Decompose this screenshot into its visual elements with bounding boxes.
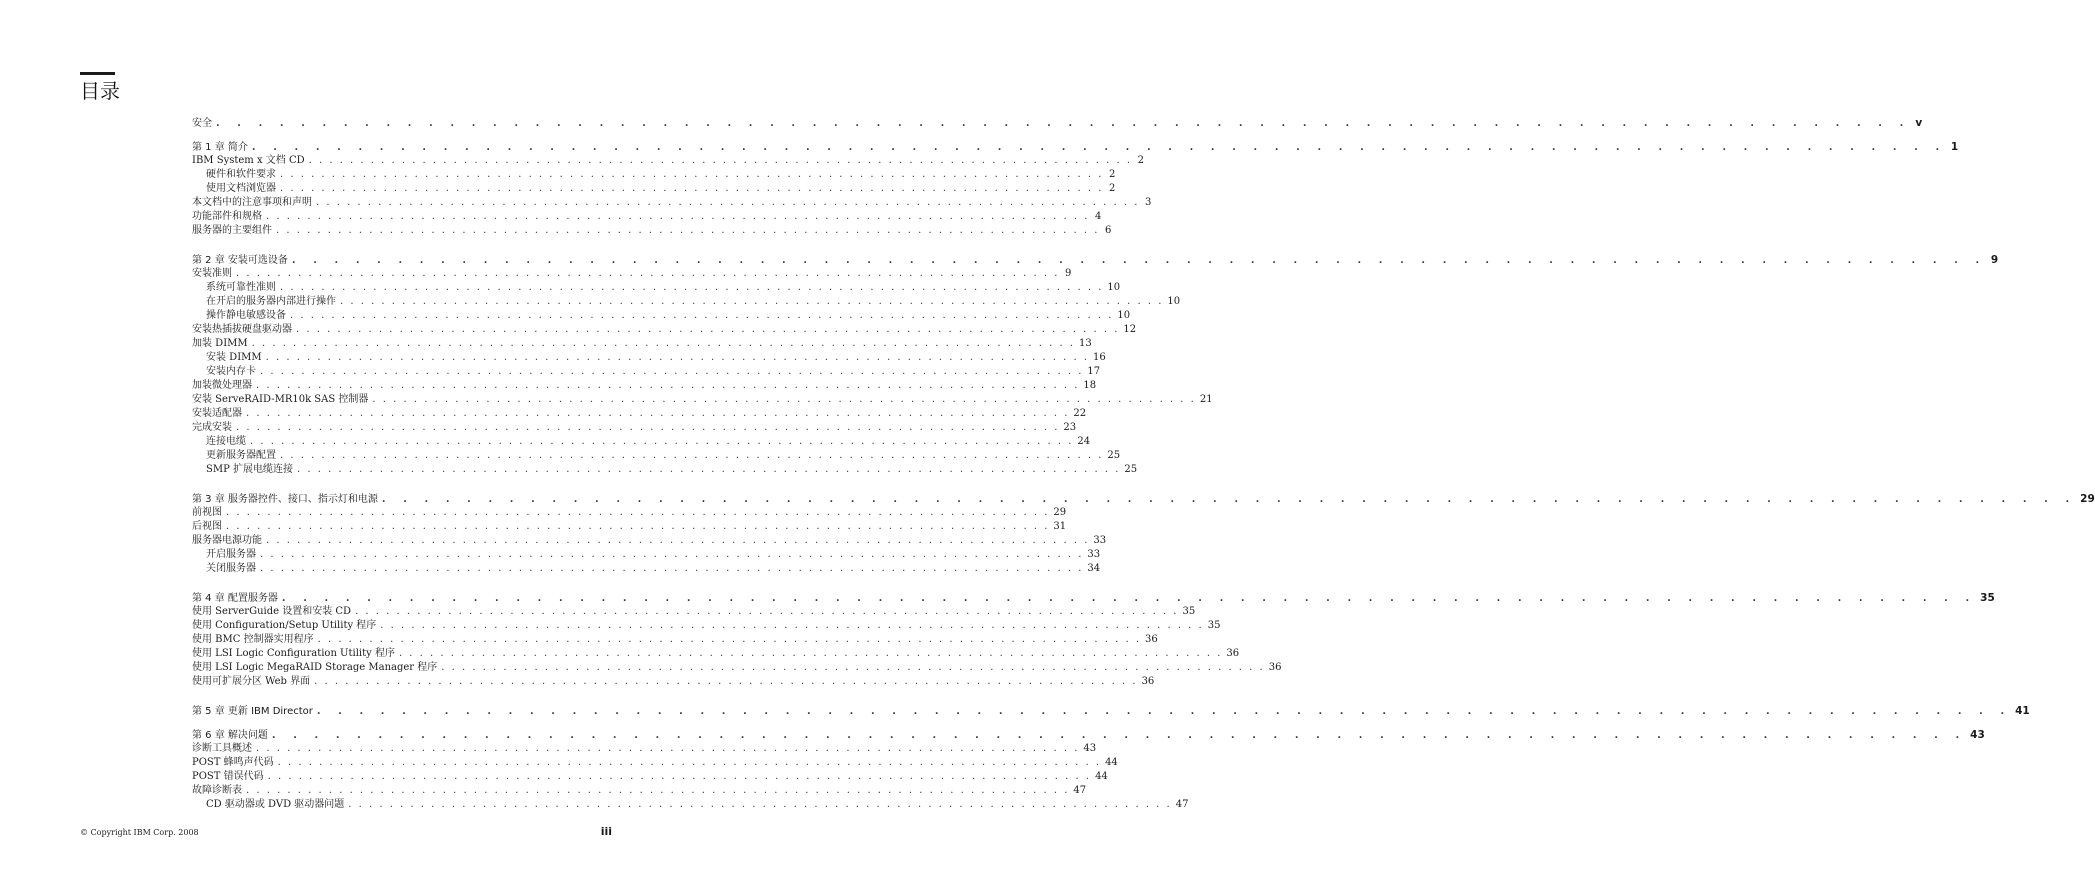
toc-entry[interactable] [192,633,1158,647]
toc-entry[interactable] [192,756,1118,770]
toc-chapter-entry[interactable] [192,140,1959,154]
toc-chapter-entry[interactable] [192,492,2095,506]
toc-entry[interactable] [192,562,1101,576]
toc-entry-page: 25 [1107,450,1121,461]
toc-entry-page: 29 [2080,493,2095,505]
toc-entry-label: 安装准则 [192,268,232,279]
dot-leader: . . . . . . . . . . . . . . . . . . . . . . . . . . . . . . . . . . . . . . . . . . . . . . . . . . . . . . . . . . . . . . . . . . . . . . . . . . . . . . . . [266,211,1090,222]
toc-entry-page: 10 [1167,296,1181,307]
toc-entry-page: 9 [1065,268,1072,279]
toc-entry-label: CD 驱动器或 DVD 驱动器问题 [206,799,345,810]
toc-entry-label: 使用 LSI Logic MegaRAID Storage Manager 程序 [192,662,438,673]
toc-entry-page: 44 [1105,757,1118,768]
toc-entry[interactable] [192,619,1221,633]
toc-entry-label: 第 1 章 简介 [192,142,248,153]
dot-leader: . . . . . . . . . . . . . . . . . . . . . . . . . . . . . . . . . . . . . . . . . . . . . . . . . . . . . . . . . . . . . . . . . . . . . . . . . . . . . . . . [277,757,1102,768]
toc-entry-label: IBM System x 文档 CD [192,155,305,166]
toc-chapter-entry[interactable] [192,704,2030,718]
toc-entry-page: 35 [1980,592,1995,604]
dot-leader: . . . . . . . . . . . . . . . . . . . . . . . . . . . . . . . . . . . . . . . . . . . . . . . . . . . . . . . . . . . . . . . . . . . . . . . . . . . . . . . . [246,785,1070,796]
toc-entry[interactable] [192,337,1092,351]
toc-entry[interactable] [192,784,1087,798]
toc-entry-label: 服务器电源功能 [192,535,262,546]
dot-leader: . . . . . . . . . . . . . . . . . . . . . . . . . . . . . . . . . . . . . . . . . . . . . . . . . . . . . . . . . . . . . . . . . . . . . . . . . . . . . . . . [441,662,1265,673]
toc-entry-page: 36 [1145,634,1158,645]
toc-entry[interactable] [192,224,1112,238]
toc-entry-label: 关闭服务器 [206,563,256,574]
toc-entry-label: 诊断工具概述 [192,743,252,754]
toc-entry-label: 开启服务器 [206,549,256,560]
toc-entry-page: 35 [1207,620,1221,631]
toc-entry[interactable] [192,520,1067,534]
toc-entry-page: 47 [1175,799,1189,810]
copyright-notice: © Copyright IBM Corp. 2008 [80,828,199,837]
dot-leader: . . . . . . . . . . . . . . . . . . . . . . . . . . . . . . . . . . . . . . . . . . . . . . . . . . . . . . . . . . . . . . . . . . . . . . . . . . . . . . . . [381,493,2077,505]
dot-leader: . . . . . . . . . . . . . . . . . . . . . . . . . . . . . . . . . . . . . . . . . . . . . . . . . . . . . . . . . . . . . . . . . . . . . . . . . . . . . . . . [380,620,1204,631]
toc-entry-label: 更新服务器配置 [206,450,276,461]
dot-leader: . . . . . . . . . . . . . . . . . . . . . . . . . . . . . . . . . . . . . . . . . . . . . . . . . . . . . . . . . . . . . . . . . . . . . . . . . . . . . . . . [236,268,1060,279]
toc-entry-page: 44 [1095,771,1108,782]
toc-entry-page: 35 [1182,606,1196,617]
toc-entry-page: 12 [1123,324,1137,335]
toc-entry-label: 本文档中的注意事项和声明 [192,197,312,208]
toc-entry[interactable] [192,742,1097,756]
toc-entry-page: 17 [1087,366,1101,377]
toc-entry-page: 22 [1073,408,1087,419]
toc-entry-page: 1 [1950,141,1959,153]
toc-entry[interactable] [192,365,1101,379]
toc-entry-label: 使用 ServerGuide 设置和安装 CD [192,606,352,617]
toc-entry[interactable] [192,661,1282,675]
toc-entry-label: POST 蜂鸣声代码 [192,757,274,768]
toc-entry[interactable] [192,168,1116,182]
toc-entry[interactable] [192,605,1196,619]
dot-leader: . . . . . . . . . . . . . . . . . . . . . . . . . . . . . . . . . . . . . . . . . . . . . . . . . . . . . . . . . . . . . . . . . . . . . . . . . . . . . . . . [266,535,1090,546]
toc-entry-page: 43 [1083,743,1097,754]
dot-leader: . . . . . . . . . . . . . . . . . . . . . . . . . . . . . . . . . . . . . . . . . . . . . . . . . . . . . . . . . . . . . . . . . . . . . . . . . . . . . . . . [340,296,1164,307]
dot-leader: . . . . . . . . . . . . . . . . . . . . . . . . . . . . . . . . . . . . . . . . . . . . . . . . . . . . . . . . . . . . . . . . . . . . . . . . . . . . . . . . [290,310,1114,321]
toc-entry-label: 加装 DIMM [192,338,248,349]
dot-leader: . . . . . . . . . . . . . . . . . . . . . . . . . . . . . . . . . . . . . . . . . . . . . . . . . . . . . . . . . . . . . . . . . . . . . . . . . . . . . . . . [265,352,1090,363]
dot-leader: . . . . . . . . . . . . . . . . . . . . . . . . . . . . . . . . . . . . . . . . . . . . . . . . . . . . . . . . . . . . . . . . . . . . . . . . . . . . . . . . [316,197,1140,208]
toc-entry-page: 36 [1268,662,1282,673]
dot-leader: . . . . . . . . . . . . . . . . . . . . . . . . . . . . . . . . . . . . . . . . . . . . . . . . . . . . . . . . . . . . . . . . . . . . . . . . . . . . . . . . [316,705,2012,717]
dot-leader: . . . . . . . . . . . . . . . . . . . . . . . . . . . . . . . . . . . . . . . . . . . . . . . . . . . . . . . . . . . . . . . . . . . . . . . . . . . . . . . . [348,799,1172,810]
toc-entry[interactable] [192,393,1213,407]
toc-entry[interactable] [192,407,1087,421]
toc-entry[interactable] [192,647,1240,661]
toc-entry-label: 完成安装 [192,422,232,433]
toc-entry-label: 第 2 章 安装可选设备 [192,255,288,266]
toc-entry[interactable] [192,196,1152,210]
dot-leader: . . . . . . . . . . . . . . . . . . . . . . . . . . . . . . . . . . . . . . . . . . . . . . . . . . . . . . . . . . . . . . . . . . . . . . . . . . . . . . . . [276,225,1100,236]
toc-entry-page: 10 [1107,282,1121,293]
dot-leader: . . . . . . . . . . . . . . . . . . . . . . . . . . . . . . . . . . . . . . . . . . . . . . . . . . . . . . . . . . . . . . . . . . . . . . . . . . . . . . . . [280,169,1104,180]
toc-entry-label: 故障诊断表 [192,785,242,796]
toc-entry-label: 安装 DIMM [206,352,262,363]
dot-leader: . . . . . . . . . . . . . . . . . . . . . . . . . . . . . . . . . . . . . . . . . . . . . . . . . . . . . . . . . . . . . . . . . . . . . . . . . . . . . . . . [297,464,1121,475]
dot-leader: . . . . . . . . . . . . . . . . . . . . . . . . . . . . . . . . . . . . . . . . . . . . . . . . . . . . . . . . . . . . . . . . . . . . . . . . . . . . . . . . [398,648,1223,659]
toc-entry-label: 使用 Configuration/Setup Utility 程序 [192,620,377,631]
toc-entry[interactable] [192,534,1107,548]
toc-entry-label: 安装热插拔硬盘驱动器 [192,324,292,335]
toc-entry-label: 系统可靠性准则 [206,282,276,293]
dot-leader: . . . . . . . . . . . . . . . . . . . . . . . . . . . . . . . . . . . . . . . . . . . . . . . . . . . . . . . . . . . . . . . . . . . . . . . . . . . . . . . . [260,563,1084,574]
toc-entry-label: 安全 [192,118,212,129]
dot-leader: . . . . . . . . . . . . . . . . . . . . . . . . . . . . . . . . . . . . . . . . . . . . . . . . . . . . . . . . . . . . . . . . . . . . . . . . . . . . . . . . [246,408,1070,419]
dot-leader: . . . . . . . . . . . . . . . . . . . . . . . . . . . . . . . . . . . . . . . . . . . . . . . . . . . . . . . . . . . . . . . . . . . . . . . . . . . . . . . . [281,592,1977,604]
toc-entry-page: 36 [1141,676,1155,687]
toc-entry-page: 2 [1109,169,1116,180]
toc-entry-page: 23 [1063,422,1077,433]
dot-leader: . . . . . . . . . . . . . . . . . . . . . . . . . . . . . . . . . . . . . . . . . . . . . . . . . . . . . . . . . . . . . . . . . . . . . . . . . . . . . . . . [280,450,1104,461]
toc-entry-page: 33 [1087,549,1101,560]
dot-leader: . . . . . . . . . . . . . . . . . . . . . . . . . . . . . . . . . . . . . . . . . . . . . . . . . . . . . . . . . . . . . . . . . . . . . . . . . . . . . . . . [236,422,1060,433]
toc-chapter-entry[interactable] [192,591,1995,605]
dot-leader: . . . . . . . . . . . . . . . . . . . . . . . . . . . . . . . . . . . . . . . . . . . . . . . . . . . . . . . . . . . . . . . . . . . . . . . . . . . . . . . . [372,394,1196,405]
heading-rule [80,72,115,75]
dot-leader: . . . . . . . . . . . . . . . . . . . . . . . . . . . . . . . . . . . . . . . . . . . . . . . . . . . . . . . . . . . . . . . . . . . . . . . . . . . . . . . . [314,676,1138,687]
toc-entry-page: 43 [1970,729,1985,741]
toc-entry[interactable] [192,210,1102,224]
dot-leader: . . . . . . . . . . . . . . . . . . . . . . . . . . . . . . . . . . . . . . . . . . . . . . . . . . . . . . . . . . . . . . . . . . . . . . . . . . . . . . . . [317,634,1142,645]
dot-leader: . . . . . . . . . . . . . . . . . . . . . . . . . . . . . . . . . . . . . . . . . . . . . . . . . . . . . . . . . . . . . . . . . . . . . . . . . . . . . . . . [251,338,1076,349]
toc-entry[interactable] [192,323,1137,337]
toc-entry-page: 6 [1105,225,1112,236]
toc-entry[interactable] [192,267,1072,281]
toc-entry[interactable] [192,309,1131,323]
toc-entry-page: 29 [1053,507,1067,518]
dot-leader: . . . . . . . . . . . . . . . . . . . . . . . . . . . . . . . . . . . . . . . . . . . . . . . . . . . . . . . . . . . . . . . . . . . . . . . . . . . . . . . . [280,282,1104,293]
dot-leader: . . . . . . . . . . . . . . . . . . . . . . . . . . . . . . . . . . . . . . . . . . . . . . . . . . . . . . . . . . . . . . . . . . . . . . . . . . . . . . . . [267,771,1092,782]
toc-entry[interactable] [192,182,1116,196]
toc-entry-label: 使用可扩展分区 Web 界面 [192,676,311,687]
toc-entry-label: 安装内存卡 [206,366,256,377]
dot-leader: . . . . . . . . . . . . . . . . . . . . . . . . . . . . . . . . . . . . . . . . . . . . . . . . . . . . . . . . . . . . . . . . . . . . . . . . . . . . . . . . [308,155,1133,166]
toc-entry-label: 连接电缆 [206,436,246,447]
toc-entry[interactable] [192,798,1189,812]
toc-chapter-entry[interactable] [192,728,1985,742]
toc-entry-label: 安装 ServeRAID-MR10k SAS 控制器 [192,394,369,405]
toc-entry-page: 24 [1077,436,1091,447]
toc-entry-page: 31 [1053,521,1067,532]
toc-entry[interactable] [192,281,1121,295]
toc-entry-label: 前视图 [192,507,222,518]
toc-entry[interactable] [192,463,1138,477]
toc-entry-label: 加装微处理器 [192,380,252,391]
toc-entry-page: 13 [1079,338,1092,349]
toc-entry[interactable] [192,154,1145,168]
toc-entry-page: v [1915,117,1923,129]
toc-entry-label: 后视图 [192,521,222,532]
dot-leader: . . . . . . . . . . . . . . . . . . . . . . . . . . . . . . . . . . . . . . . . . . . . . . . . . . . . . . . . . . . . . . . . . . . . . . . . . . . . . . . . [256,743,1080,754]
toc-entry[interactable] [192,379,1097,393]
toc-entry-page: 16 [1093,352,1106,363]
toc-entry-page: 3 [1145,197,1152,208]
page-number: iii [600,825,612,838]
toc-entry-label: 使用文档浏览器 [206,183,276,194]
toc-entry-label: 服务器的主要组件 [192,225,272,236]
toc-chapter-entry[interactable] [192,116,1923,130]
toc-entry-page: 10 [1117,310,1131,321]
dot-leader: . . . . . . . . . . . . . . . . . . . . . . . . . . . . . . . . . . . . . . . . . . . . . . . . . . . . . . . . . . . . . . . . . . . . . . . . . . . . . . . . [226,521,1050,532]
toc-entry[interactable] [192,449,1121,463]
toc-entry-label: 第 4 章 配置服务器 [192,593,278,604]
toc-entry-label: 硬件和软件要求 [206,169,276,180]
dot-leader: . . . . . . . . . . . . . . . . . . . . . . . . . . . . . . . . . . . . . . . . . . . . . . . . . . . . . . . . . . . . . . . . . . . . . . . . . . . . . . . . [256,380,1080,391]
toc-entry-label: 使用 LSI Logic Configuration Utility 程序 [192,648,395,659]
dot-leader: . . . . . . . . . . . . . . . . . . . . . . . . . . . . . . . . . . . . . . . . . . . . . . . . . . . . . . . . . . . . . . . . . . . . . . . . . . . . . . . . [355,606,1179,617]
toc-entry-label: SMP 扩展电缆连接 [206,464,293,475]
toc-entry[interactable] [192,295,1181,309]
toc-entry-label: POST 错误代码 [192,771,264,782]
toc-entry-page: 33 [1093,535,1107,546]
toc-entry-page: 41 [2015,705,2030,717]
toc-entry[interactable] [192,506,1067,520]
toc-entry-label: 功能部件和规格 [192,211,262,222]
toc-chapter-entry[interactable] [192,253,1999,267]
dot-leader: . . . . . . . . . . . . . . . . . . . . . . . . . . . . . . . . . . . . . . . . . . . . . . . . . . . . . . . . . . . . . . . . . . . . . . . . . . . . . . . . [250,436,1074,447]
toc-entry-page: 47 [1073,785,1087,796]
toc-entry-page: 25 [1124,464,1138,475]
dot-leader: . . . . . . . . . . . . . . . . . . . . . . . . . . . . . . . . . . . . . . . . . . . . . . . . . . . . . . . . . . . . . . . . . . . . . . . . . . . . . . . . [296,324,1120,335]
toc-entry-label: 在开启的服务器内部进行操作 [206,296,336,307]
toc-entry-page: 2 [1137,155,1145,166]
toc-entry-page: 34 [1087,563,1101,574]
dot-leader: . . . . . . . . . . . . . . . . . . . . . . . . . . . . . . . . . . . . . . . . . . . . . . . . . . . . . . . . . . . . . . . . . . . . . . . . . . . . . . . . [226,507,1050,518]
toc-entry[interactable] [192,675,1155,689]
toc-entry-page: 18 [1083,380,1097,391]
dot-leader: . . . . . . . . . . . . . . . . . . . . . . . . . . . . . . . . . . . . . . . . . . . . . . . . . . . . . . . . . . . . . . . . . . . . . . . . . . . . . . . . [271,729,1967,741]
dot-leader: . . . . . . . . . . . . . . . . . . . . . . . . . . . . . . . . . . . . . . . . . . . . . . . . . . . . . . . . . . . . . . . . . . . . . . . . . . . . . . . . [260,549,1084,560]
toc-entry[interactable] [192,421,1077,435]
toc-entry-label: 安装适配器 [192,408,242,419]
dot-leader: . . . . . . . . . . . . . . . . . . . . . . . . . . . . . . . . . . . . . . . . . . . . . . . . . . . . . . . . . . . . . . . . . . . . . . . . . . . . . . . . [260,366,1084,377]
toc-entry-label: 使用 BMC 控制器实用程序 [192,634,314,645]
dot-leader: . . . . . . . . . . . . . . . . . . . . . . . . . . . . . . . . . . . . . . . . . . . . . . . . . . . . . . . . . . . . . . . . . . . . . . . . . . . . . . . . [291,254,1987,266]
dot-leader: . . . . . . . . . . . . . . . . . . . . . . . . . . . . . . . . . . . . . . . . . . . . . . . . . . . . . . . . . . . . . . . . . . . . . . . . . . . . . . . . [280,183,1104,194]
toc-entry-page: 2 [1109,183,1116,194]
toc-entry-page: 36 [1226,648,1240,659]
toc-entry-label: 操作静电敏感设备 [206,310,286,321]
page-title: 目录 [80,79,120,103]
toc-entry-page: 4 [1095,211,1102,222]
toc-entry[interactable] [192,435,1091,449]
toc-entry[interactable] [192,548,1101,562]
toc-entry[interactable] [192,351,1106,365]
toc-entry-label: 第 5 章 更新 IBM Director [192,706,313,717]
toc-entry-label: 第 6 章 解决问题 [192,730,268,741]
dot-leader: . . . . . . . . . . . . . . . . . . . . . . . . . . . . . . . . . . . . . . . . . . . . . . . . . . . . . . . . . . . . . . . . . . . . . . . . . . . . . . . . [251,141,1947,153]
toc-entry-label: 第 3 章 服务器控件、接口、指示灯和电源 [192,494,378,505]
toc-entry-page: 9 [1990,254,1999,266]
toc-entry[interactable] [192,770,1108,784]
toc-entry-page: 21 [1199,394,1213,405]
dot-leader: . . . . . . . . . . . . . . . . . . . . . . . . . . . . . . . . . . . . . . . . . . . . . . . . . . . . . . . . . . . . . . . . . . . . . . . . . . . . . . . . [216,117,1911,129]
